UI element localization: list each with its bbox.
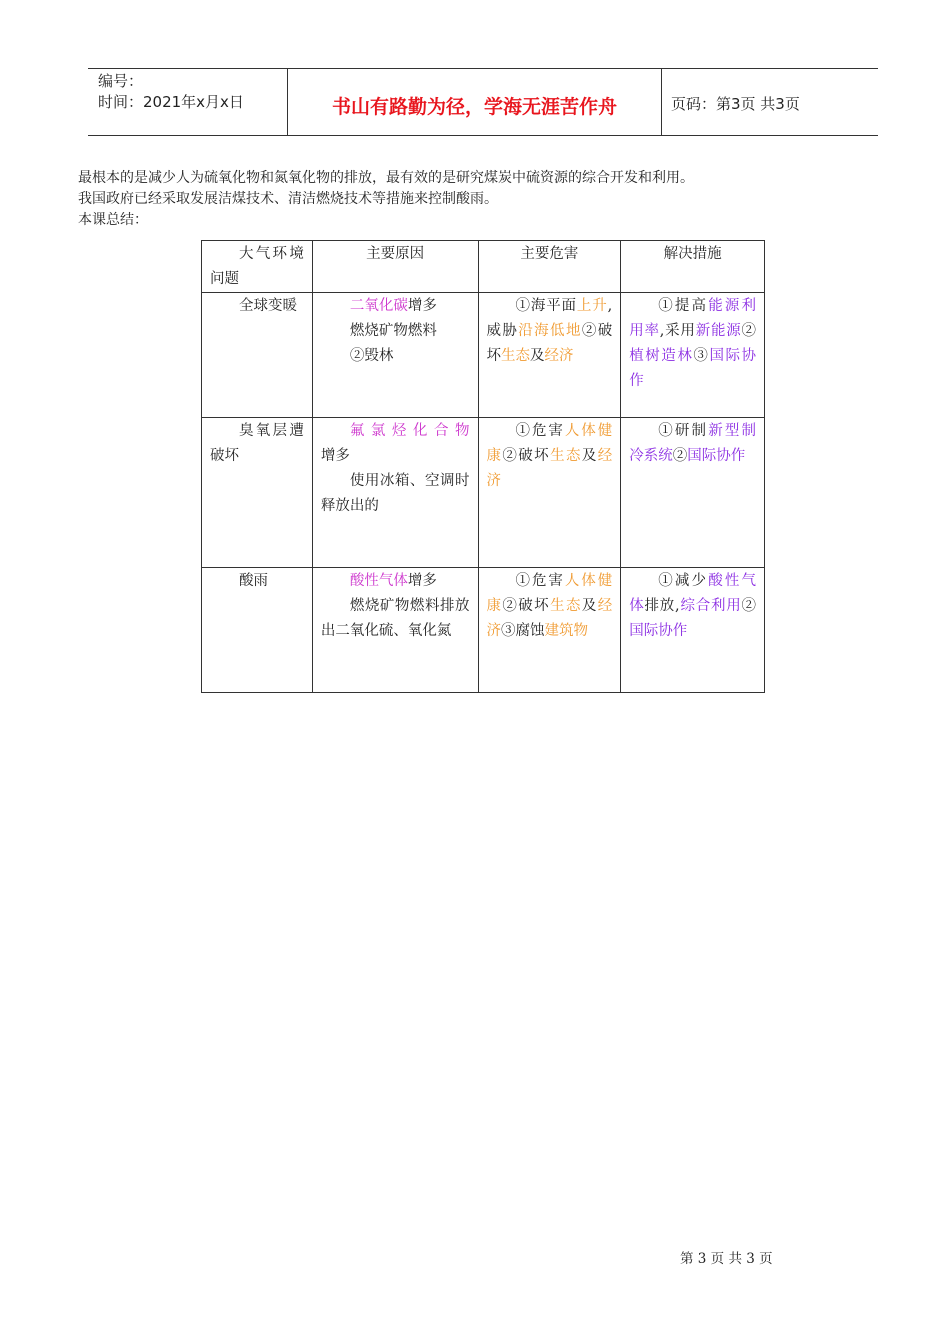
paragraph: 最根本的是减少人为硫氧化物和氮氧化物的排放，最有效的是研究煤炭中硫资源的综合开发和利用。: [78, 170, 694, 186]
cell-measure: ①研制新型制冷系统②国际协作: [621, 418, 765, 568]
keyword: 生态: [550, 448, 582, 464]
keyword: 酸性气体: [629, 573, 757, 614]
table-row: [202, 568, 765, 693]
keyword: 沿海低地: [518, 323, 582, 339]
keyword: 国际协作: [629, 348, 757, 389]
keyword: 经济: [486, 448, 613, 489]
cell-harm: ①海平面上升,威胁沿海低地②破坏生态及经济: [478, 293, 621, 418]
cell-problem: 全球变暖: [202, 293, 313, 418]
summary-label: 本课总结：: [78, 212, 148, 228]
keyword: 综合利用: [679, 598, 742, 614]
keyword: 酸性气体: [349, 573, 408, 589]
keyword: 植树造林: [629, 348, 694, 364]
header-page-info: 页码：第3页 共3页: [671, 95, 800, 113]
cell-harm: ①危害人体健康②破坏生态及经济: [478, 418, 621, 568]
keyword: 生态: [550, 598, 582, 614]
keyword: 国际协作: [629, 623, 688, 639]
cell-measure: ①提高能源利用率,采用新能源②植树造林③国际协作: [621, 293, 765, 418]
keyword: 人体健康: [486, 573, 613, 614]
keyword: 经济: [486, 598, 613, 639]
header-cause: 主要原因: [312, 241, 478, 293]
keyword: 新型制冷系统: [629, 423, 757, 464]
cell-cause: 氟氯烃化合物 增多 使用冰箱、空调时释放出的: [312, 418, 478, 568]
page-footer: 第 3 页 共 3 页: [680, 1251, 773, 1267]
keyword: 新能源: [695, 323, 742, 339]
header-harm: 主要危害: [478, 241, 621, 293]
time-label: 时间：2021年x月x日: [98, 93, 244, 111]
header-meta: [88, 69, 288, 135]
keyword: 二氧化碳: [349, 298, 408, 314]
keyword: 生态: [501, 348, 530, 364]
cell-cause: 酸性气体增多 燃烧矿物燃料排放出二氧化硫、氧化氮: [312, 568, 478, 693]
header-problem: 大气环境问题: [202, 241, 313, 293]
cell-harm: ①危害人体健康②破坏生态及经济③腐蚀建筑物: [478, 568, 621, 693]
header-measure: 解决措施: [621, 241, 765, 293]
keyword: 上升: [576, 298, 608, 314]
page-header: [88, 68, 878, 136]
keyword: 能源利用率: [629, 298, 757, 339]
number-label: 编号：: [98, 72, 144, 90]
keyword: 建筑物: [544, 623, 588, 639]
paragraph: 我国政府已经采取发展洁煤技术、清洁燃烧技术等措施来控制酸雨。: [78, 191, 498, 207]
table-header-row: [202, 241, 765, 293]
cell-measure: ①减少酸性气体排放,综合利用②国际协作: [621, 568, 765, 693]
keyword: 国际协作: [687, 448, 746, 464]
cell-problem: 酸雨: [202, 568, 313, 693]
keyword: 氟氯烃化合物: [349, 423, 470, 439]
cell-problem: 臭氧层遭破坏: [202, 418, 313, 568]
table-row: [202, 418, 765, 568]
cell-cause: 二氧化碳增多 燃烧矿物燃料 ②毁林: [312, 293, 478, 418]
keyword: 经济: [544, 348, 574, 364]
table-row: [202, 293, 765, 418]
keyword: 人体健康: [486, 423, 613, 464]
summary-table: [201, 240, 765, 693]
body-text: [78, 168, 878, 231]
header-motto: 书山有路勤为径，学海无涯苦作舟: [288, 69, 662, 135]
